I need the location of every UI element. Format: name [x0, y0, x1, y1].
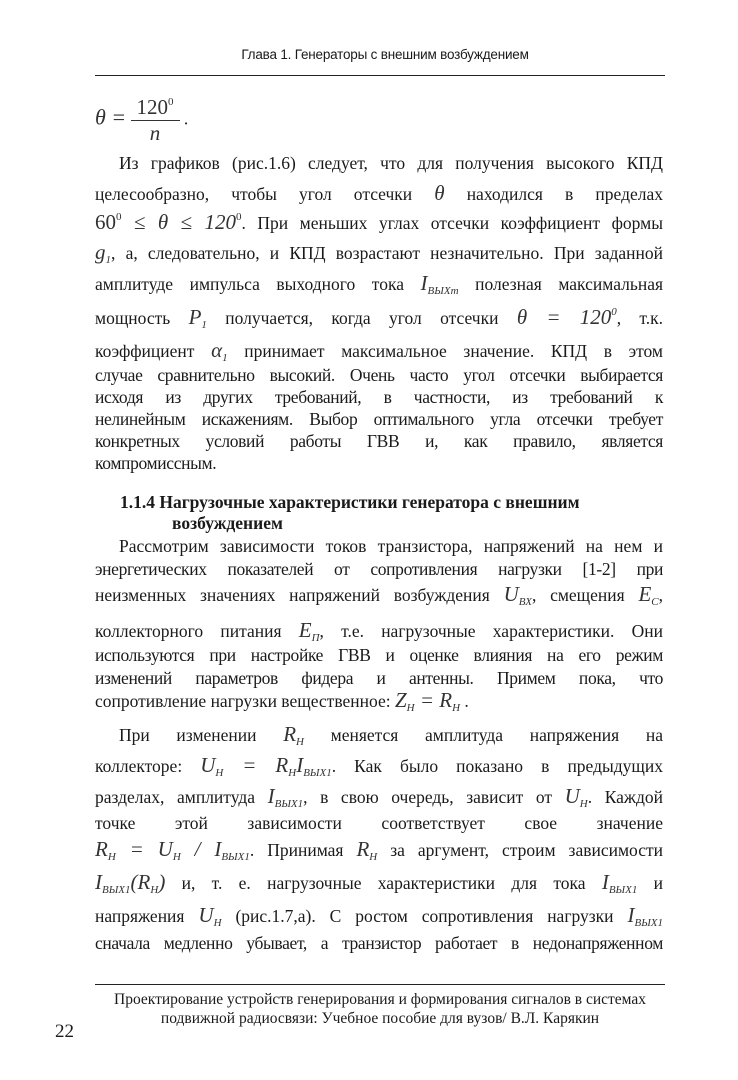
para3-line: При изменении $R_Н$ меняется амплитуда напряжения на	[119, 722, 664, 748]
para2-line: Рассмотрим зависимости токов транзистора, напряжений на нем и	[119, 536, 663, 556]
para1-line: мощность $P_1$ получается, когда угол отсечки $\theta = 120^0$, т.к.	[95, 305, 664, 331]
para1-line: нелинейным искажениям. Выбор оптимального угла отсечки требует	[95, 409, 663, 429]
para3-line: напряжения $U_Н$ (рис.1.7,а). С ростом сопротивления нагрузки $I_{ВЫХ1}$	[95, 903, 664, 929]
para3-line: сначала медленно убывает, а транзистор работает в недонапряженном	[95, 933, 663, 953]
para1-line: $60^0 \le \theta \le 120^0$. При меньших углах отсечки коэффициент формы	[95, 210, 664, 234]
para1-line: амплитуде импульса выходного тока $I_{ВЫХm}$ полезная максимальная	[95, 271, 664, 297]
para1-line: компромиссным.	[95, 453, 217, 473]
para3-line: $I_{ВЫХ1}(R_Н)$ и, т. е. нагрузочные характеристики для тока $I_{ВЫХ1}$ и	[95, 870, 664, 896]
section-heading: 1.1.4 Нагрузочные характеристики генератора с внешним	[120, 492, 580, 512]
para1-line: целесообразно, чтобы угол отсечки θ находился в пределах	[95, 181, 663, 205]
para3-line: $R_Н = U_Н / I_{ВЫХ1}$. Принимая $R_Н$ за аргумент, строим зависимости	[95, 837, 664, 863]
para1-line: случае сравнительно высокий. Очень часто угол отсечки выбирается	[95, 365, 663, 385]
para1-line: Из графиков (рис.1.6) следует, что для получения высокого КПД	[119, 153, 663, 173]
para1-line: исходя из других требований, в частности, из требований к	[95, 387, 663, 407]
fraction: $\frac{120^0}{n}$	[131, 95, 180, 146]
footer-citation: Проектирование устройств генерирования и формирования сигналов в системах подвижной радиосвязи: Учебное пособие для вузов/ В.Л. Карякин	[114, 991, 646, 1027]
formula-theta: θ = $\frac{120^0}{n}$ .	[95, 95, 189, 145]
para1-line: конкретных условий работы ГВВ и, как правило, является	[95, 431, 663, 451]
footer-rule	[95, 984, 665, 985]
para1-line: $g_1$, а, следовательно, и КПД возрастают незначительно. При заданной	[95, 240, 663, 266]
section-heading-cont: возбуждением	[172, 513, 283, 533]
para2-line: изменений параметров фидера и антенны. Примем пока, что	[95, 668, 663, 688]
para2-line: коллекторного питания $E_П$, т.е. нагрузочные характеристики. Они	[95, 618, 663, 644]
para2-line: неизменных значениях напряжений возбуждения $U_{ВХ}$, смещения $E_С$,	[95, 582, 663, 608]
running-header: Глава 1. Генераторы с внешним возбуждением	[241, 47, 529, 62]
para2-line: энергетических показателей от сопротивления нагрузки [1-2] при	[95, 559, 663, 579]
para2-line: используются при настройке ГВВ и оценке влияния на его режим	[95, 645, 663, 665]
para2-line: сопротивление нагрузки вещественное: $Z_Н = R_Н$ .	[95, 688, 469, 714]
page-number: 22	[55, 1021, 74, 1042]
para3-line: точке этой зависимости соответствует свое значение	[95, 813, 663, 833]
para3-line: разделах, амплитуда $I_{ВЫХ1}$, в свою очередь, зависит от $U_Н$. Каждой	[95, 784, 664, 810]
header-rule	[95, 75, 665, 76]
para3-line: коллекторе: $U_Н = R_НI_{ВЫХ1}$. Как было показано в предыдущих	[95, 753, 664, 779]
para1-line: коэффициент $\alpha_1$ принимает максимальное значение. КПД в этом	[95, 338, 664, 364]
